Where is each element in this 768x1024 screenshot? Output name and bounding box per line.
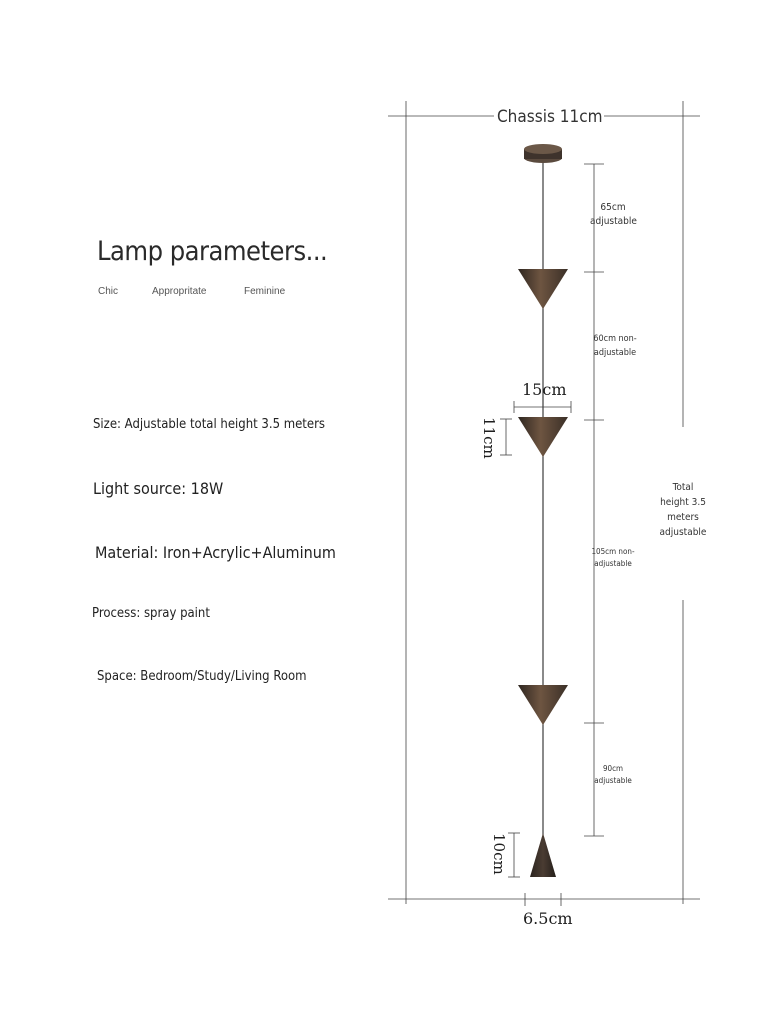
tag-chic: Chic <box>98 286 119 297</box>
shade-1 <box>518 269 568 309</box>
spec-process: Process: spray paint <box>92 606 210 621</box>
total-height-label: Total height 3.5 meters adjustable <box>659 482 707 538</box>
chassis-label: Chassis 11cm <box>497 107 603 127</box>
canopy-cap <box>524 144 562 154</box>
segment-3-label: 105cm non-adjustable <box>591 547 635 568</box>
small-cone <box>530 833 556 877</box>
shade-2 <box>518 417 568 457</box>
tag-appropriate: Appropritate <box>152 286 207 297</box>
segment-2-label: 60cm non-adjustable <box>593 334 637 358</box>
tag-feminine: Feminine <box>244 286 286 297</box>
small-cone-width-label: 6.5cm <box>523 909 573 928</box>
spec-material: Material: Iron+Acrylic+Aluminum <box>95 543 336 562</box>
page-title: Lamp parameters... <box>97 236 328 267</box>
segment-4-label: 90cm adjustable <box>594 764 632 785</box>
cone-width-label: 15cm <box>522 380 567 399</box>
segment-1-label: 65cm adjustable <box>590 202 637 227</box>
spec-size: Size: Adjustable total height 3.5 meters <box>93 417 325 432</box>
shade-3 <box>518 685 568 725</box>
cone-height-label: 11cm <box>480 417 498 459</box>
spec-light-source: Light source: 18W <box>93 479 224 498</box>
spec-space: Space: Bedroom/Study/Living Room <box>97 669 307 684</box>
small-cone-height-label: 10cm <box>490 833 508 875</box>
